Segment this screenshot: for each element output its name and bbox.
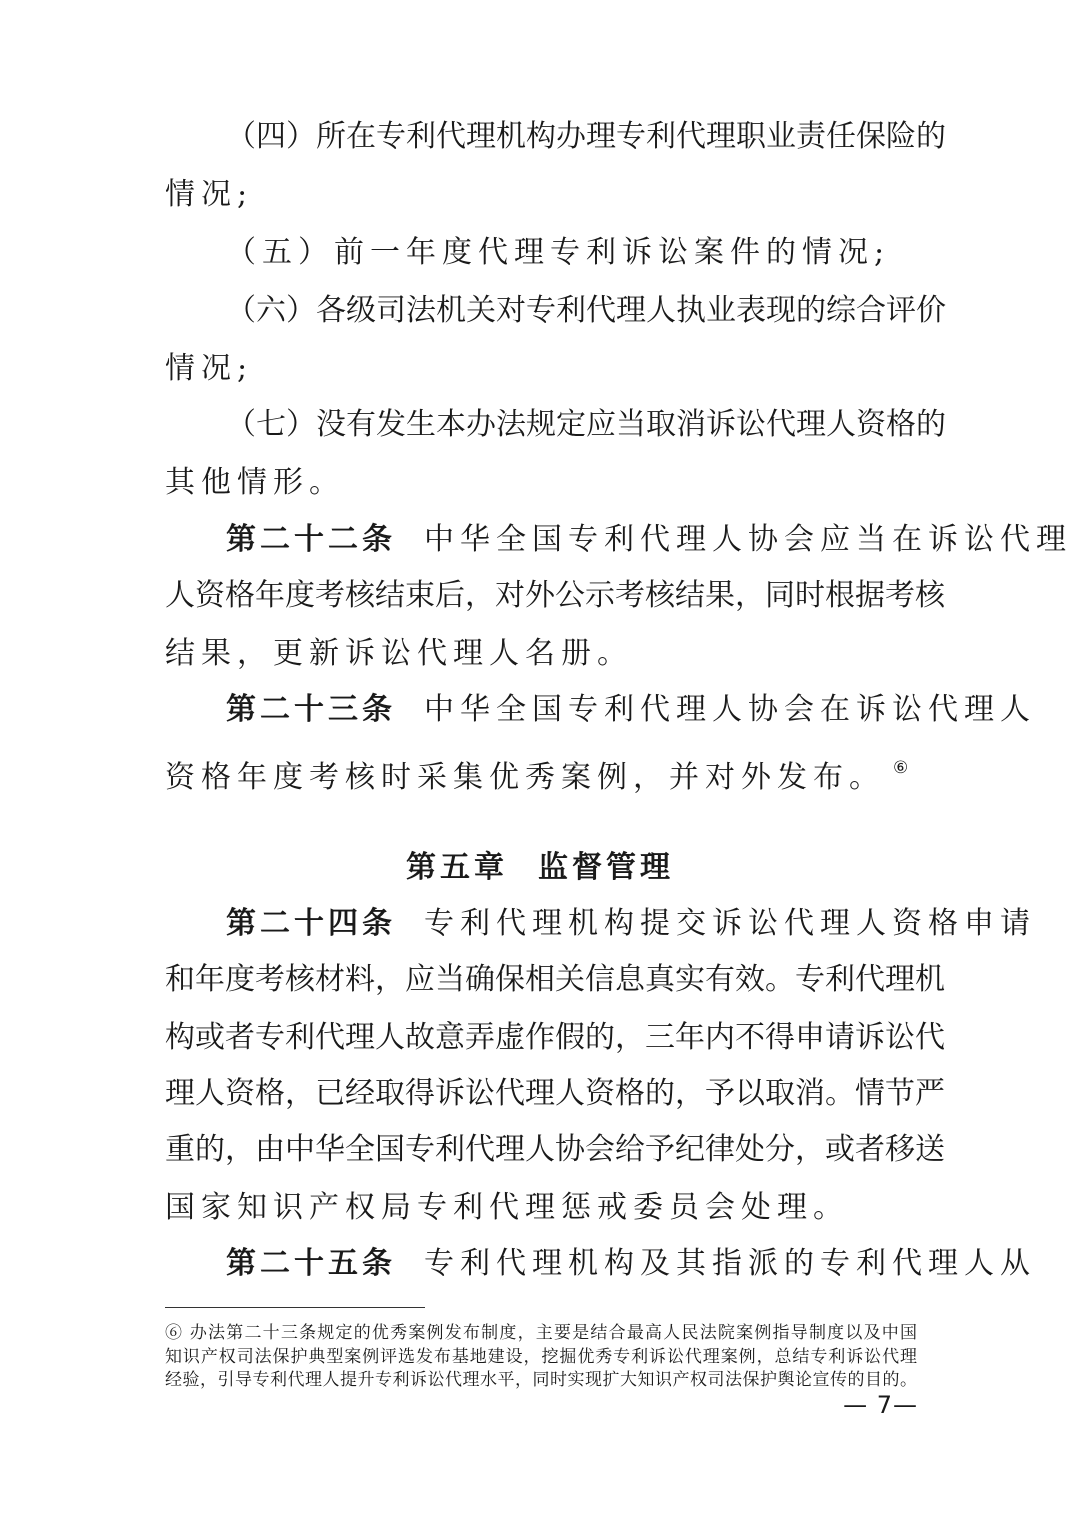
item-4-text: 所在专利代理机构办理专利代理职业责任保险的 <box>316 119 946 154</box>
item-6-line-2: 情况; <box>165 351 254 386</box>
article-24-line-2: 和年度考核材料，应当确保相关信息真实有效。专利代理机 <box>165 962 945 997</box>
article-24-line-1 <box>226 904 1036 944</box>
chapter-title: 监督管理 <box>538 850 674 885</box>
footnote-reference-6[interactable]: ⑥ <box>893 758 909 778</box>
article-23-line-1 <box>226 690 1036 730</box>
item-4-line-1 <box>226 117 946 157</box>
article-24-line-6: 国家知识产权局专利代理惩戒委员会处理。 <box>165 1190 849 1225</box>
article-25-line-1 <box>226 1244 1036 1284</box>
article-22-line-3: 结果，更新诉讼代理人名册。 <box>165 636 633 671</box>
item-7-line-1 <box>226 405 946 445</box>
item-5-line-1 <box>226 233 915 273</box>
article-24-line-3: 构或者专利代理人故意弄虚作假的，三年内不得申请诉讼代 <box>165 1020 945 1055</box>
item-4-line-2: 情况; <box>165 177 254 212</box>
article-24-line-4: 理人资格，已经取得诉讼代理人资格的，予以取消。情节严 <box>165 1076 945 1111</box>
article-22-text-1: 中华全国专利代理人协会应当在诉讼代理 <box>424 522 1072 557</box>
footnote-separator <box>165 1307 425 1308</box>
footnote-line-2: 知识产权司法保护典型案例评选发布基地建设，挖掘优秀专利诉讼代理案例，总结专利诉讼代理 <box>165 1347 917 1367</box>
article-22-title: 第二十二条 <box>226 522 396 557</box>
article-24-line-5: 重的，由中华全国专利代理人协会给予纪律处分，或者移送 <box>165 1132 945 1167</box>
item-4-head: （四） <box>226 119 316 154</box>
item-7-text: 没有发生本办法规定应当取消诉讼代理人资格的 <box>316 407 946 442</box>
article-23-text-2: 资格年度考核时采集优秀案例，并对外发布。 <box>165 760 885 795</box>
article-25-title: 第二十五条 <box>226 1246 396 1281</box>
item-6-line-1 <box>226 291 946 331</box>
article-23-title: 第二十三条 <box>226 692 396 727</box>
item-5-text: 前一年度代理专利诉讼案件的情况; <box>334 235 891 270</box>
article-24-title: 第二十四条 <box>226 906 396 941</box>
page-number: — 7— <box>843 1391 918 1419</box>
article-23-text-1: 中华全国专利代理人协会在诉讼代理人 <box>424 692 1036 727</box>
item-6-head: （六） <box>226 293 316 328</box>
article-22-line-2: 人资格年度考核结束后，对外公示考核结果，同时根据考核 <box>165 578 945 613</box>
item-7-line-2: 其他情形。 <box>165 465 345 500</box>
article-25-text-1: 专利代理机构及其指派的专利代理人从 <box>424 1246 1036 1281</box>
item-6-text: 各级司法机关对专利代理人执业表现的综合评价 <box>316 293 946 328</box>
chapter-heading <box>0 848 1080 888</box>
article-23-line-2 <box>165 748 915 798</box>
item-7-head: （七） <box>226 407 316 442</box>
item-5-head: （五） <box>226 235 334 270</box>
footnote-line-1: ⑥ 办法第二十三条规定的优秀案例发布制度，主要是结合最高人民法院案例指导制度以及中国 <box>165 1323 917 1343</box>
article-24-text-1: 专利代理机构提交诉讼代理人资格申请 <box>424 906 1036 941</box>
article-22-line-1 <box>226 520 1072 560</box>
footnote-line-3: 经验，引导专利代理人提升专利诉讼代理水平，同时实现扩大知识产权司法保护舆论宣传的目的。 <box>165 1370 917 1390</box>
chapter-number: 第五章 <box>406 850 508 885</box>
